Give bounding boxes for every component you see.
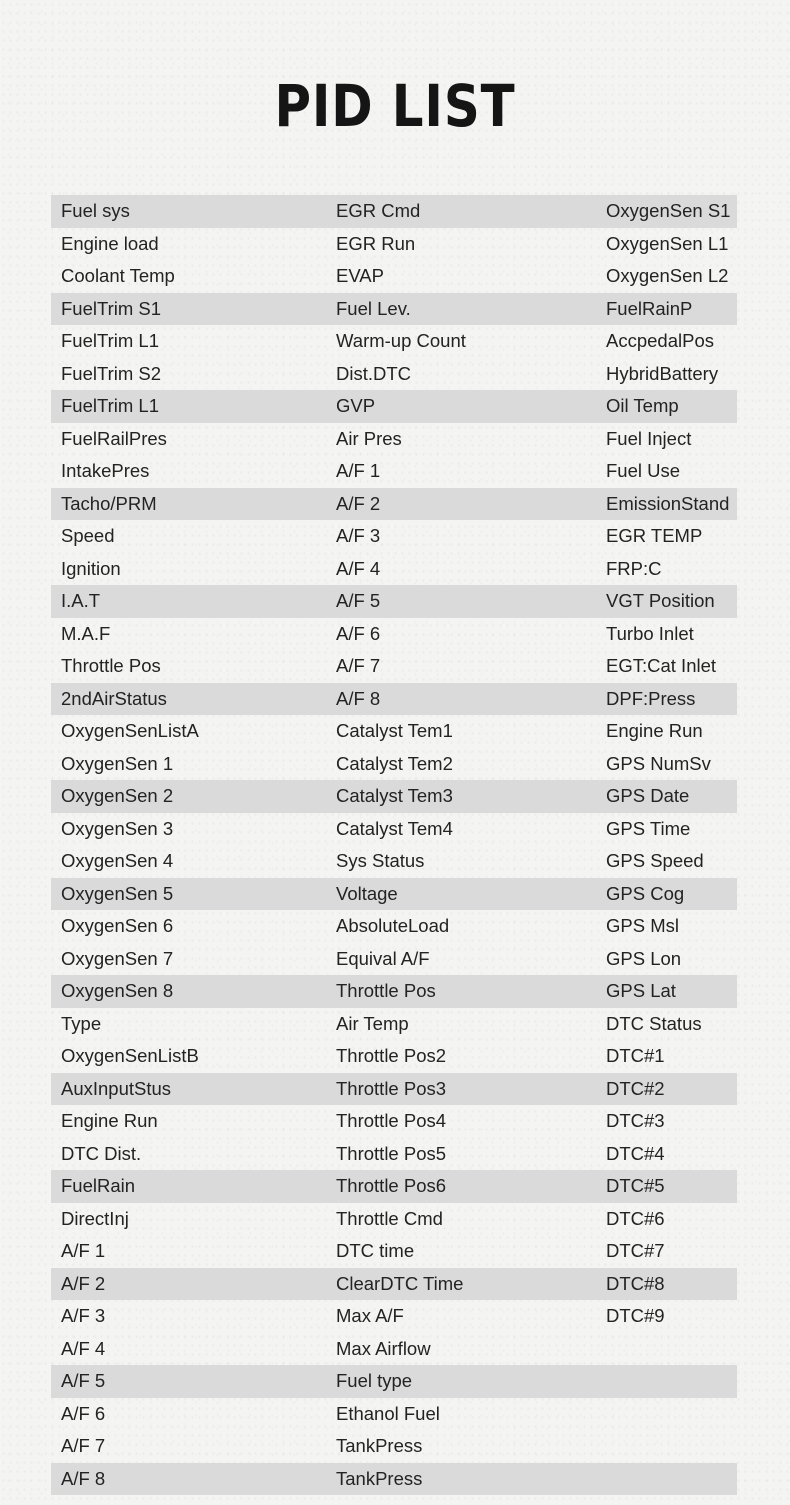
pid-cell: Speed	[61, 525, 115, 547]
table-row	[51, 358, 737, 391]
table-row	[51, 1430, 737, 1463]
pid-cell: Throttle Cmd	[336, 1207, 443, 1229]
table-row	[51, 845, 737, 878]
pid-cell: AuxInputStus	[61, 1077, 172, 1099]
pid-table	[51, 195, 737, 1495]
pid-cell: ClearDTC Time	[336, 1272, 464, 1294]
pid-cell: GPS Speed	[606, 850, 704, 872]
pid-cell: OxygenSen 5	[61, 882, 174, 904]
pid-cell: Sys Status	[336, 850, 425, 872]
table-row	[51, 878, 737, 911]
pid-cell: AccpedalPos	[606, 330, 714, 352]
pid-cell: Oil Temp	[606, 395, 679, 417]
pid-cell: IntakePres	[61, 460, 150, 482]
table-row	[51, 1138, 737, 1171]
table-row	[51, 1365, 737, 1398]
pid-cell: Air Pres	[336, 427, 402, 449]
table-row	[51, 390, 737, 423]
pid-cell: 2ndAirStatus	[61, 687, 167, 709]
pid-cell: DTC#4	[606, 1142, 665, 1164]
pid-cell: M.A.F	[61, 622, 111, 644]
pid-cell: OxygenSen S1	[606, 200, 731, 222]
table-row	[51, 943, 737, 976]
table-row	[51, 520, 737, 553]
pid-cell: A/F 2	[336, 492, 381, 514]
pid-cell: DTC#3	[606, 1110, 665, 1132]
pid-cell: DPF:Press	[606, 687, 696, 709]
pid-cell: Dist.DTC	[336, 362, 412, 384]
pid-cell: DTC#8	[606, 1272, 665, 1294]
pid-cell: A/F 7	[61, 1435, 106, 1457]
table-row	[51, 813, 737, 846]
pid-cell: A/F 3	[61, 1305, 106, 1327]
pid-cell: I.A.T	[61, 590, 101, 612]
pid-cell: DTC#1	[606, 1045, 665, 1067]
pid-cell: Air Temp	[336, 1012, 409, 1034]
pid-cell: Throttle Pos3	[336, 1077, 447, 1099]
pid-cell: Engine load	[61, 232, 159, 254]
pid-cell: Type	[61, 1012, 102, 1034]
table-row	[51, 195, 737, 228]
pid-cell: OxygenSen 1	[61, 752, 174, 774]
pid-cell: Ethanol Fuel	[336, 1402, 440, 1424]
pid-cell: Turbo Inlet	[606, 622, 694, 644]
pid-cell: Fuel Use	[606, 460, 681, 482]
pid-cell: Throttle Pos5	[336, 1142, 447, 1164]
pid-cell: GPS Lat	[606, 980, 676, 1002]
table-row	[51, 910, 737, 943]
pid-cell: EGR Cmd	[336, 200, 421, 222]
pid-cell: Fuel sys	[61, 200, 130, 222]
pid-cell: Equival A/F	[336, 947, 430, 969]
table-row	[51, 1398, 737, 1431]
pid-cell: OxygenSen 6	[61, 915, 174, 937]
pid-cell: GPS Time	[606, 817, 691, 839]
pid-cell: FuelRainP	[606, 297, 693, 319]
pid-cell: EGR Run	[336, 232, 416, 254]
pid-cell: FRP:C	[606, 557, 662, 579]
pid-cell: A/F 6	[61, 1402, 106, 1424]
table-row	[51, 1105, 737, 1138]
pid-cell: Fuel Lev.	[336, 297, 411, 319]
pid-cell: VGT Position	[606, 590, 715, 612]
table-row	[51, 618, 737, 651]
pid-cell: OxygenSen 7	[61, 947, 174, 969]
pid-cell: GPS Msl	[606, 915, 679, 937]
table-row	[51, 325, 737, 358]
pid-cell: Catalyst Tem4	[336, 817, 453, 839]
pid-cell: Fuel Inject	[606, 427, 692, 449]
pid-cell: HybridBattery	[606, 362, 719, 384]
pid-cell: A/F 5	[336, 590, 381, 612]
table-row	[51, 455, 737, 488]
pid-cell: A/F 1	[336, 460, 381, 482]
pid-cell: A/F 5	[61, 1370, 106, 1392]
table-row	[51, 1008, 737, 1041]
pid-cell: Max Airflow	[336, 1337, 431, 1359]
pid-cell: DTC#7	[606, 1240, 665, 1262]
pid-cell: GVP	[336, 395, 376, 417]
table-row	[51, 715, 737, 748]
table-row	[51, 228, 737, 261]
pid-cell: DTC#5	[606, 1175, 665, 1197]
pid-cell: OxygenSen L1	[606, 232, 729, 254]
table-row	[51, 748, 737, 781]
table-row	[51, 585, 737, 618]
pid-cell: DTC#9	[606, 1305, 665, 1327]
pid-cell: A/F 4	[61, 1337, 106, 1359]
pid-cell: DTC Dist.	[61, 1142, 142, 1164]
pid-cell: Catalyst Tem1	[336, 720, 453, 742]
pid-cell: A/F 4	[336, 557, 381, 579]
table-row	[51, 1170, 737, 1203]
pid-cell: OxygenSen 2	[61, 785, 174, 807]
pid-cell: A/F 6	[336, 622, 381, 644]
pid-cell: DTC time	[336, 1240, 415, 1262]
pid-cell: Throttle Pos	[61, 655, 161, 677]
pid-cell: EGR TEMP	[606, 525, 703, 547]
pid-cell: A/F 7	[336, 655, 381, 677]
table-row	[51, 975, 737, 1008]
table-row	[51, 553, 737, 586]
pid-cell: DTC Status	[606, 1012, 702, 1034]
pid-cell: A/F 1	[61, 1240, 106, 1262]
pid-cell: GPS Cog	[606, 882, 685, 904]
pid-cell: Max A/F	[336, 1305, 404, 1327]
pid-cell: Throttle Pos6	[336, 1175, 447, 1197]
pid-cell: Engine Run	[606, 720, 703, 742]
pid-cell: A/F 3	[336, 525, 381, 547]
pid-cell: EmissionStand	[606, 492, 730, 514]
pid-cell: A/F 8	[61, 1467, 106, 1489]
pid-cell: Fuel type	[336, 1370, 413, 1392]
table-row	[51, 1073, 737, 1106]
page-title: PID LIST	[274, 72, 516, 140]
pid-cell: DirectInj	[61, 1207, 129, 1229]
pid-cell: TankPress	[336, 1435, 423, 1457]
pid-cell: AbsoluteLoad	[336, 915, 450, 937]
table-row	[51, 650, 737, 683]
pid-cell: TankPress	[336, 1467, 423, 1489]
pid-cell: Warm-up Count	[336, 330, 466, 352]
pid-cell: EVAP	[336, 265, 384, 287]
pid-cell: A/F 8	[336, 687, 381, 709]
pid-cell: OxygenSen 8	[61, 980, 174, 1002]
pid-cell: Throttle Pos4	[336, 1110, 447, 1132]
pid-cell: OxygenSenListA	[61, 720, 199, 742]
pid-cell: Tacho/PRM	[61, 492, 157, 514]
table-row	[51, 1333, 737, 1366]
table-row	[51, 1040, 737, 1073]
pid-cell: OxygenSen 3	[61, 817, 174, 839]
pid-cell: GPS Date	[606, 785, 690, 807]
pid-cell: FuelTrim L1	[61, 395, 160, 417]
pid-cell: FuelTrim L1	[61, 330, 160, 352]
pid-cell: Ignition	[61, 557, 121, 579]
table-row	[51, 260, 737, 293]
table-row	[51, 1463, 737, 1496]
pid-cell: DTC#6	[606, 1207, 665, 1229]
pid-cell: Catalyst Tem2	[336, 752, 453, 774]
pid-cell: OxygenSenListB	[61, 1045, 199, 1067]
pid-cell: DTC#2	[606, 1077, 665, 1099]
pid-cell: FuelTrim S2	[61, 362, 162, 384]
pid-cell: Throttle Pos	[336, 980, 436, 1002]
table-row	[51, 423, 737, 456]
table-row	[51, 780, 737, 813]
pid-cell: OxygenSen 4	[61, 850, 174, 872]
pid-cell: Catalyst Tem3	[336, 785, 453, 807]
table-row	[51, 1235, 737, 1268]
pid-cell: A/F 2	[61, 1272, 106, 1294]
pid-cell: OxygenSen L2	[606, 265, 729, 287]
pid-cell: Coolant Temp	[61, 265, 175, 287]
table-row	[51, 488, 737, 521]
pid-cell: EGT:Cat Inlet	[606, 655, 717, 677]
pid-cell: FuelTrim S1	[61, 297, 162, 319]
pid-cell: GPS Lon	[606, 947, 682, 969]
pid-cell: Throttle Pos2	[336, 1045, 447, 1067]
table-row	[51, 1268, 737, 1301]
pid-cell: GPS NumSv	[606, 752, 711, 774]
table-row	[51, 293, 737, 326]
table-row	[51, 1203, 737, 1236]
pid-cell: Engine Run	[61, 1110, 158, 1132]
pid-cell: FuelRailPres	[61, 427, 167, 449]
table-row	[51, 683, 737, 716]
pid-cell: Voltage	[336, 882, 398, 904]
table-row	[51, 1300, 737, 1333]
pid-cell: FuelRain	[61, 1175, 136, 1197]
